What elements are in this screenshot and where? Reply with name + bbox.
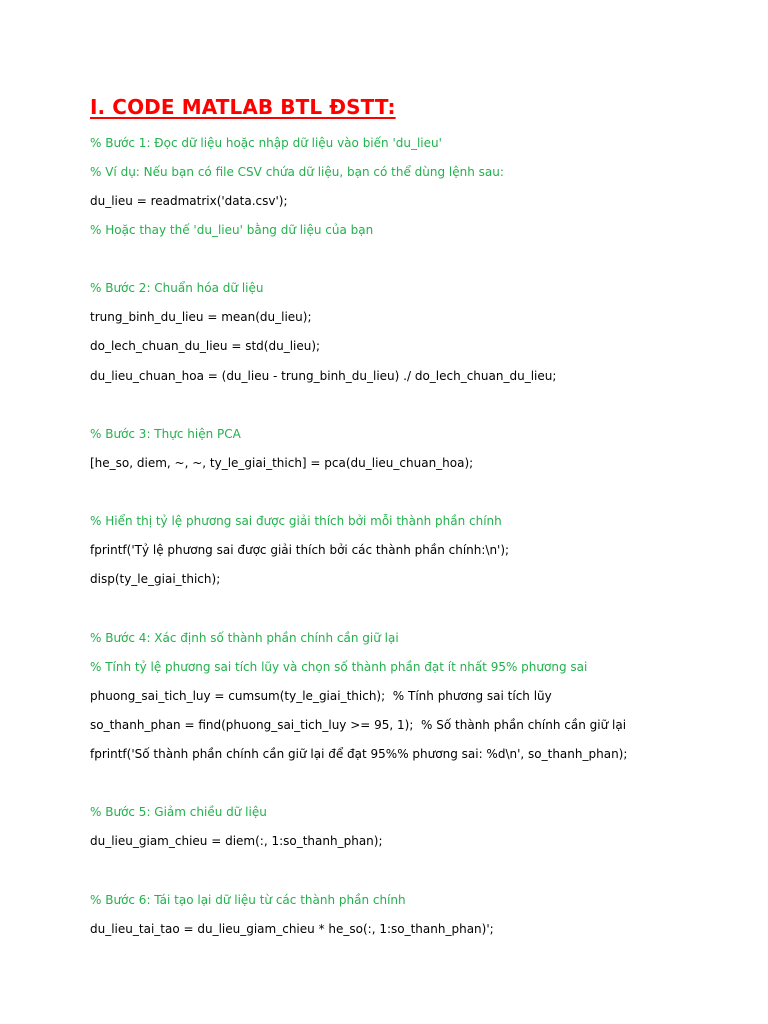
- code-fprintf-count: fprintf('Số thành phần chính cần giữ lại để đạt 95%% phương sai: %d\n', so_thanh_phan);: [90, 747, 628, 761]
- comment-show-ratio: % Hiển thị tỷ lệ phương sai được giải thích bởi mỗi thành phần chính: [90, 514, 502, 528]
- code-normalize: du_lieu_chuan_hoa = (du_lieu - trung_binh_du_lieu) ./ do_lech_chuan_du_lieu;: [90, 369, 557, 383]
- comment-step-1: % Bước 1: Đọc dữ liệu hoặc nhập dữ liệu vào biến 'du_lieu': [90, 136, 442, 150]
- code-cumsum: phuong_sai_tich_luy = cumsum(ty_le_giai_thich); % Tính phương sai tích lũy: [90, 689, 552, 703]
- comment-step-4: % Bước 4: Xác định số thành phần chính cần giữ lại: [90, 631, 399, 645]
- code-reconstruct: du_lieu_tai_tao = du_lieu_giam_chieu * he_so(:, 1:so_thanh_phan)';: [90, 922, 494, 936]
- comment-replace-data: % Hoặc thay thế 'du_lieu' bằng dữ liệu của bạn: [90, 223, 374, 237]
- code-pca: [he_so, diem, ~, ~, ty_le_giai_thich] = pca(du_lieu_chuan_hoa);: [90, 456, 474, 470]
- code-find: so_thanh_phan = find(phuong_sai_tich_luy >= 95, 1); % Số thành phần chính cần giữ lại: [90, 718, 627, 732]
- code-disp: disp(ty_le_giai_thich);: [90, 572, 221, 586]
- comment-cumulative: % Tính tỷ lệ phương sai tích lũy và chọn số thành phần đạt ít nhất 95% phương sai: [90, 660, 588, 674]
- code-readmatrix: du_lieu = readmatrix('data.csv');: [90, 194, 288, 208]
- code-std: do_lech_chuan_du_lieu = std(du_lieu);: [90, 339, 321, 353]
- comment-step-3: % Bước 3: Thực hiện PCA: [90, 427, 241, 441]
- comment-example-csv: % Ví dụ: Nếu bạn có file CSV chứa dữ liệu, bạn có thể dùng lệnh sau:: [90, 165, 504, 179]
- comment-step-5: % Bước 5: Giảm chiều dữ liệu: [90, 805, 267, 819]
- code-fprintf-ratio: fprintf('Tỷ lệ phương sai được giải thích bởi các thành phần chính:\n');: [90, 543, 510, 557]
- comment-step-2: % Bước 2: Chuẩn hóa dữ liệu: [90, 281, 264, 295]
- code-mean: trung_binh_du_lieu = mean(du_lieu);: [90, 310, 312, 324]
- document-heading: I. CODE MATLAB BTL ĐSTT:: [90, 95, 396, 119]
- comment-step-6: % Bước 6: Tái tạo lại dữ liệu từ các thành phần chính: [90, 893, 406, 907]
- code-reduce: du_lieu_giam_chieu = diem(:, 1:so_thanh_phan);: [90, 834, 383, 848]
